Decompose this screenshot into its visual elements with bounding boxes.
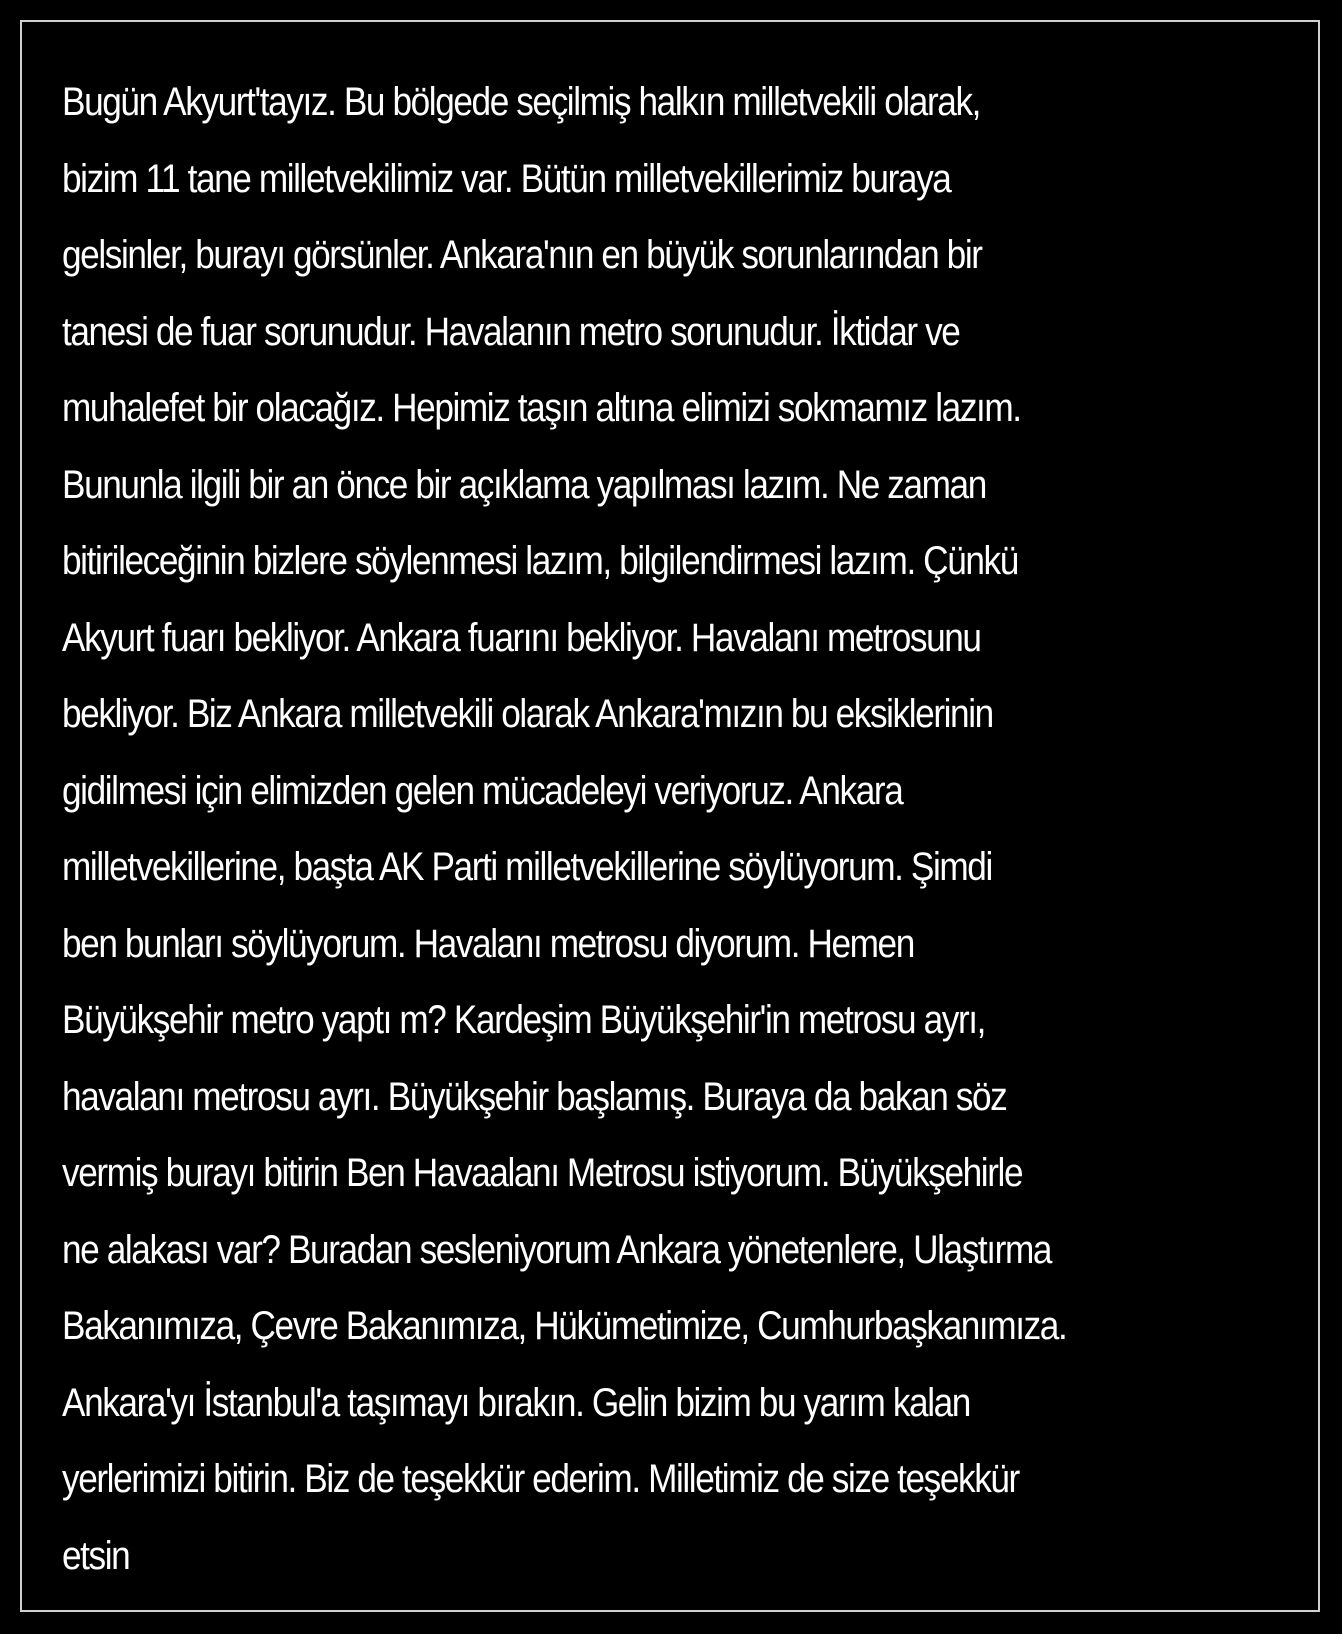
text-line: Ankara'yı İstanbul'a taşımayı bırakın. Gelin bizim bu yarım kalan bbox=[62, 1380, 970, 1425]
text-line: Bugün Akyurt'tayız. Bu bölgede seçilmiş halkın milletvekili olarak, bbox=[62, 80, 981, 124]
text-line: Akyurt fuarı bekliyor. Ankara fuarını bekliyor. Havalanı metrosunu bbox=[62, 615, 981, 660]
text-line: bekliyor. Biz Ankara milletvekili olarak Ankara'mızın bu eksiklerinin bbox=[62, 692, 993, 736]
text-line: gelsinler, burayı görsünler. Ankara'nın en büyük sorunlarından bir bbox=[62, 233, 982, 277]
text-line: bitirileceğinin bizlere söylenmesi lazım, bilgilendirmesi lazım. Çünkü bbox=[62, 539, 1018, 583]
text-line: havalanı metrosu ayrı. Büyükşehir başlamış. Buraya da bakan söz bbox=[62, 1074, 1007, 1119]
text-line: gidilmesi için elimizden gelen mücadeleyi veriyoruz. Ankara bbox=[62, 768, 903, 813]
text-frame bbox=[20, 20, 1320, 1612]
text-line: Bakanımıza, Çevre Bakanımıza, Hükümetimize, Cumhurbaşkanımıza. bbox=[62, 1304, 1067, 1348]
text-line: vermiş burayı bitirin Ben Havaalanı Metrosu istiyorum. Büyükşehirle bbox=[62, 1151, 1023, 1195]
statement-text bbox=[62, 64, 1153, 1594]
text-line: ne alakası var? Buradan sesleniyorum Ankara yönetenlere, Ulaştırma bbox=[62, 1227, 1052, 1272]
text-line: ben bunları söylüyorum. Havalanı metrosu diyorum. Hemen bbox=[62, 921, 914, 966]
text-line: tanesi de fuar sorunudur. Havalanın metro sorunudur. İktidar ve bbox=[62, 309, 960, 354]
text-line: bizim 11 tane milletvekilimiz var. Bütün milletvekillerimiz buraya bbox=[62, 156, 951, 201]
text-line: Büyükşehir metro yaptı m? Kardeşim Büyükşehir'in metrosu ayrı, bbox=[62, 998, 986, 1042]
text-line: Bununla ilgili bir an önce bir açıklama yapılması lazım. Ne zaman bbox=[62, 462, 986, 507]
text-line: milletvekillerine, başta AK Parti milletvekillerine söylüyorum. Şimdi bbox=[62, 845, 992, 889]
text-line: yerlerimizi bitirin. Biz de teşekkür ederim. Milletimiz de size teşekkür bbox=[62, 1457, 1019, 1501]
text-line: etsin bbox=[62, 1533, 130, 1578]
text-line: muhalefet bir olacağız. Hepimiz taşın altına elimizi sokmamız lazım. bbox=[62, 386, 1021, 430]
